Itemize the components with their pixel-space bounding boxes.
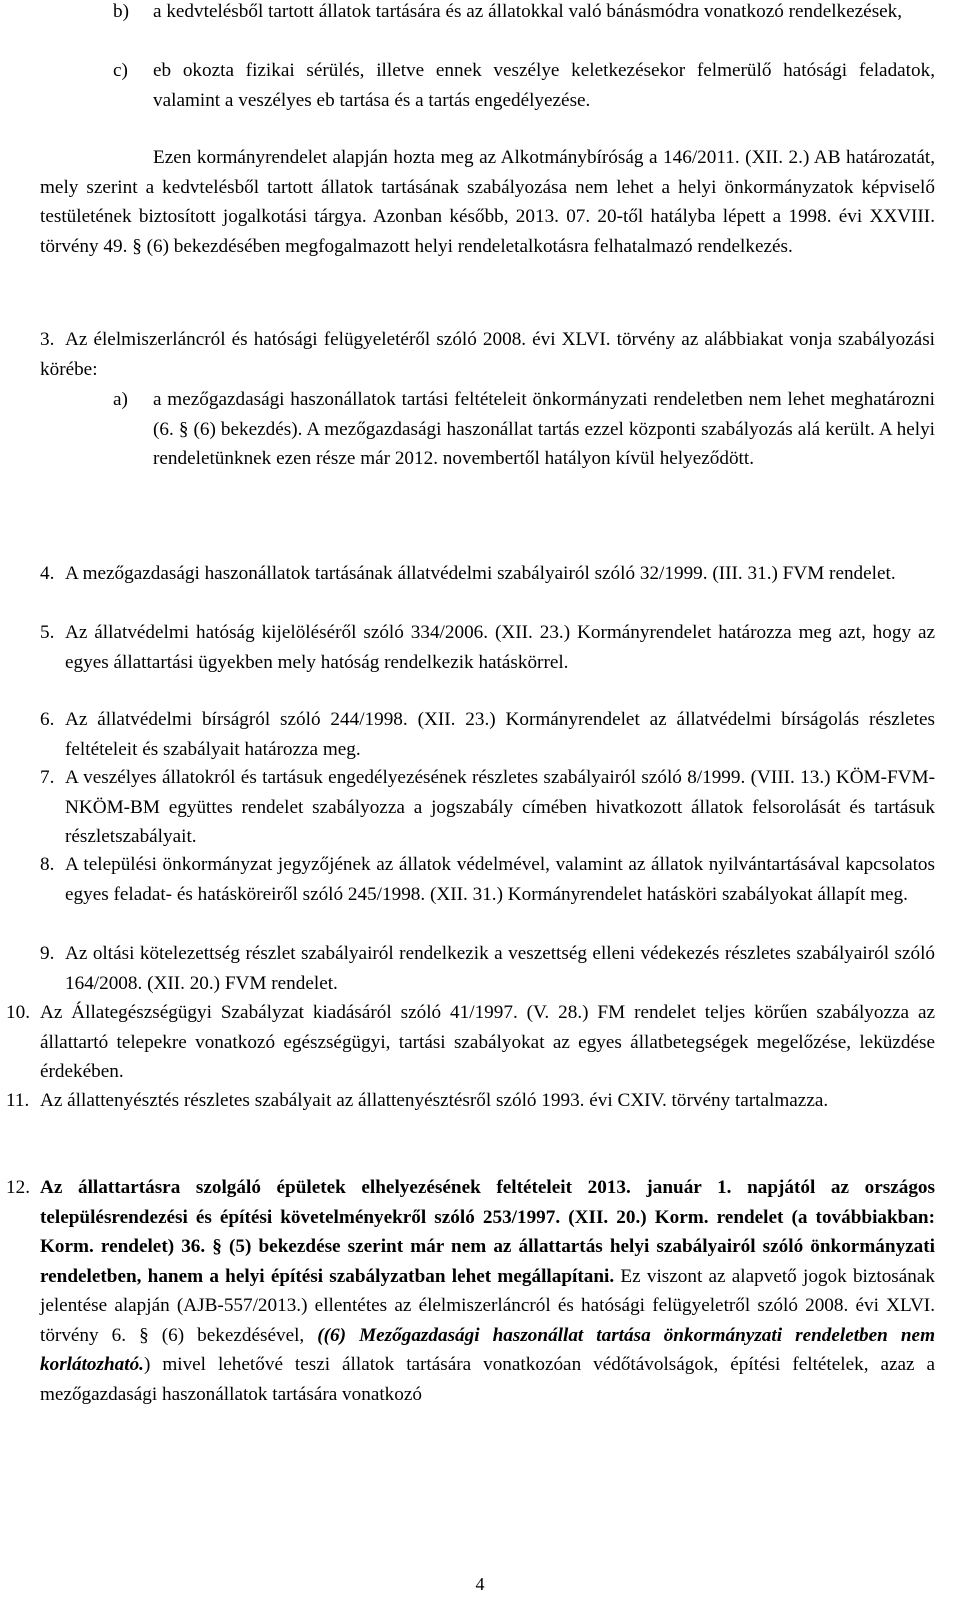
- list-item-text: Az állatvédelmi bírságról szóló 244/1998. (XII. 23.) Kormányrendelet az állatvédelmi bírságolás részletes feltételeit és szabályait határozza meg.: [65, 709, 935, 760]
- paragraph-court-decision: [40, 143, 935, 261]
- list-marker: 6.: [40, 709, 55, 730]
- list-marker: 12.: [6, 1177, 30, 1198]
- list-marker: 11.: [6, 1090, 30, 1111]
- list-item-text: A települési önkormányzat jegyzőjének az állatok védelmével, valamint az állatok nyilvántartásával kapcsolatos egyes feladat- és hatásköreiről szóló 245/1998. (XII. 31.) Kormányrendelet hatásköri szabályokat állapít meg.: [65, 854, 935, 905]
- list-item-c: [113, 56, 935, 115]
- list-marker: 5.: [40, 622, 55, 643]
- list-item-12: [6, 1173, 935, 1409]
- list-item-9: [40, 939, 935, 998]
- paragraph-text: ) mivel lehetővé teszi állatok tartására vonatkozóan védőtávolságok, építési feltételek, azaz a mezőgazdasági haszonállatok tartására vonatkozó: [40, 1354, 935, 1405]
- list-marker: 8.: [40, 854, 55, 875]
- list-item-text: Az állattenyésztés részletes szabályait az állattenyésztésről szóló 1993. évi CXIV. törvény tartalmazza.: [40, 1090, 829, 1111]
- list-item-4: [40, 559, 935, 589]
- list-item-6: [40, 705, 935, 764]
- list-marker: 10.: [6, 1002, 30, 1023]
- list-item-text: [40, 1173, 935, 1409]
- list-item-text: Az élelmiszerláncról és hatósági felügyeletéről szóló 2008. évi XLVI. törvény az alábbiakat vonja szabályozási körébe:: [40, 329, 935, 380]
- list-item-text: Az Állategészségügyi Szabályzat kiadásáról szóló 41/1997. (V. 28.) FM rendelet teljes körűen szabályozza az állattartó telepekre vonatkozó egészségügyi, tartási szabályokat az egyes állatbetegségek megelőzése, leküzdése érdekében.: [40, 1002, 935, 1082]
- list-marker: 7.: [40, 767, 55, 788]
- bold-statement: Az állattartásra szolgáló épületek elhelyezésének feltételeit 2013. január 1. napjától az országos településrendezési és építési követelményekről szóló 253/1997. (XII. 20.) Korm. rendelet (a továbbiakban: Korm. rendelet) 36. § (5) bekezdése szerint már nem az állattartás helyi szabályairól szóló önkormányzati rendeletben, hanem a helyi építési szabályzatban lehet megállapítani.: [40, 1177, 935, 1287]
- list-item-11: [6, 1086, 935, 1116]
- paragraph-text: Ez viszont az alapvető jogok biztosának jelentése alapján (AJB-557/2013.) ellentétes az élelmiszerláncról és hatósági felügyeletről szóló 2008. évi XLVI. törvény 6. § (6) bekezdésével,: [40, 1265, 935, 1346]
- list-item-10: [6, 998, 935, 1087]
- list-item-text: a kedvtelésből tartott állatok tartására és az állatokkal való bánásmódra vonatkozó rendelkezések,: [153, 1, 903, 22]
- list-item-text: A veszélyes állatokról és tartásuk engedélyezésének részletes szabályairól szóló 8/1999. (VIII. 13.) KÖM-FVM-NKÖM-BM együttes rendelet szabályozza a jogszabály címében hivatkozott állatok felsorolását és tartásuk részletszabályait.: [65, 767, 935, 847]
- list-item-8: [40, 850, 935, 909]
- list-item-text: Az oltási kötelezettség részlet szabályairól rendelkezik a veszettség elleni védekezés részletes szabályairól szóló 164/2008. (XII. 20.) FVM rendelet.: [65, 943, 935, 994]
- page-number: 4: [475, 1574, 485, 1594]
- list-item-5: [40, 618, 935, 677]
- list-item-text: Az állatvédelmi hatóság kijelöléséről szóló 334/2006. (XII. 23.) Kormányrendelet határozza meg azt, hogy az egyes állattartási ügyekben mely hatóság rendelkezik hatáskörrel.: [65, 622, 935, 673]
- list-item-3: [40, 325, 935, 384]
- list-item-b: [113, 0, 935, 27]
- list-item-text: A mezőgazdasági haszonállatok tartásának állatvédelmi szabályairól szóló 32/1999. (III. 31.) FVM rendelet.: [65, 563, 896, 584]
- list-item-text: eb okozta fizikai sérülés, illetve ennek veszélye keletkezésekor felmerülő hatósági feladatok, valamint a veszélyes eb tartása és a tartás engedélyezése.: [153, 60, 935, 111]
- list-marker: a): [113, 389, 128, 410]
- list-marker: c): [113, 60, 128, 81]
- list-marker: 9.: [40, 943, 55, 964]
- quoted-provision: ((6) Mezőgazdasági haszonállat tartása önkormányzati rendeletben nem korlátozható.: [40, 1324, 935, 1375]
- list-marker: 4.: [40, 563, 55, 584]
- paragraph-text: Ezen kormányrendelet alapján hozta meg az Alkotmánybíróság a 146/2011. (XII. 2.) AB határozatát, mely szerint a kedvtelésből tartott állatok tartásának szabályozása nem lehet a helyi önkormányzatok képviselő testületének biztosított jogalkotási tárgya. Azonban később, 2013. 07. 20-től hatályba lépett a 1998. évi XXVIII. törvény 49. § (6) bekezdésében megfogalmazott helyi rendeletalkotásra felhatalmazó rendelkezés.: [40, 147, 935, 257]
- list-item-3a: [113, 385, 935, 474]
- list-item-7: [40, 763, 935, 852]
- list-marker: 3.: [40, 329, 55, 350]
- list-item-text: a mezőgazdasági haszonállatok tartási feltételeit önkormányzati rendeletben nem lehet meghatározni (6. § (6) bekezdés). A mezőgazdasági haszonállat tartás ezzel központi szabályozás alá került. A helyi rendeletünknek ezen része már 2012. novembertől hatályon kívül helyeződött.: [153, 389, 935, 469]
- list-marker: b): [113, 1, 129, 22]
